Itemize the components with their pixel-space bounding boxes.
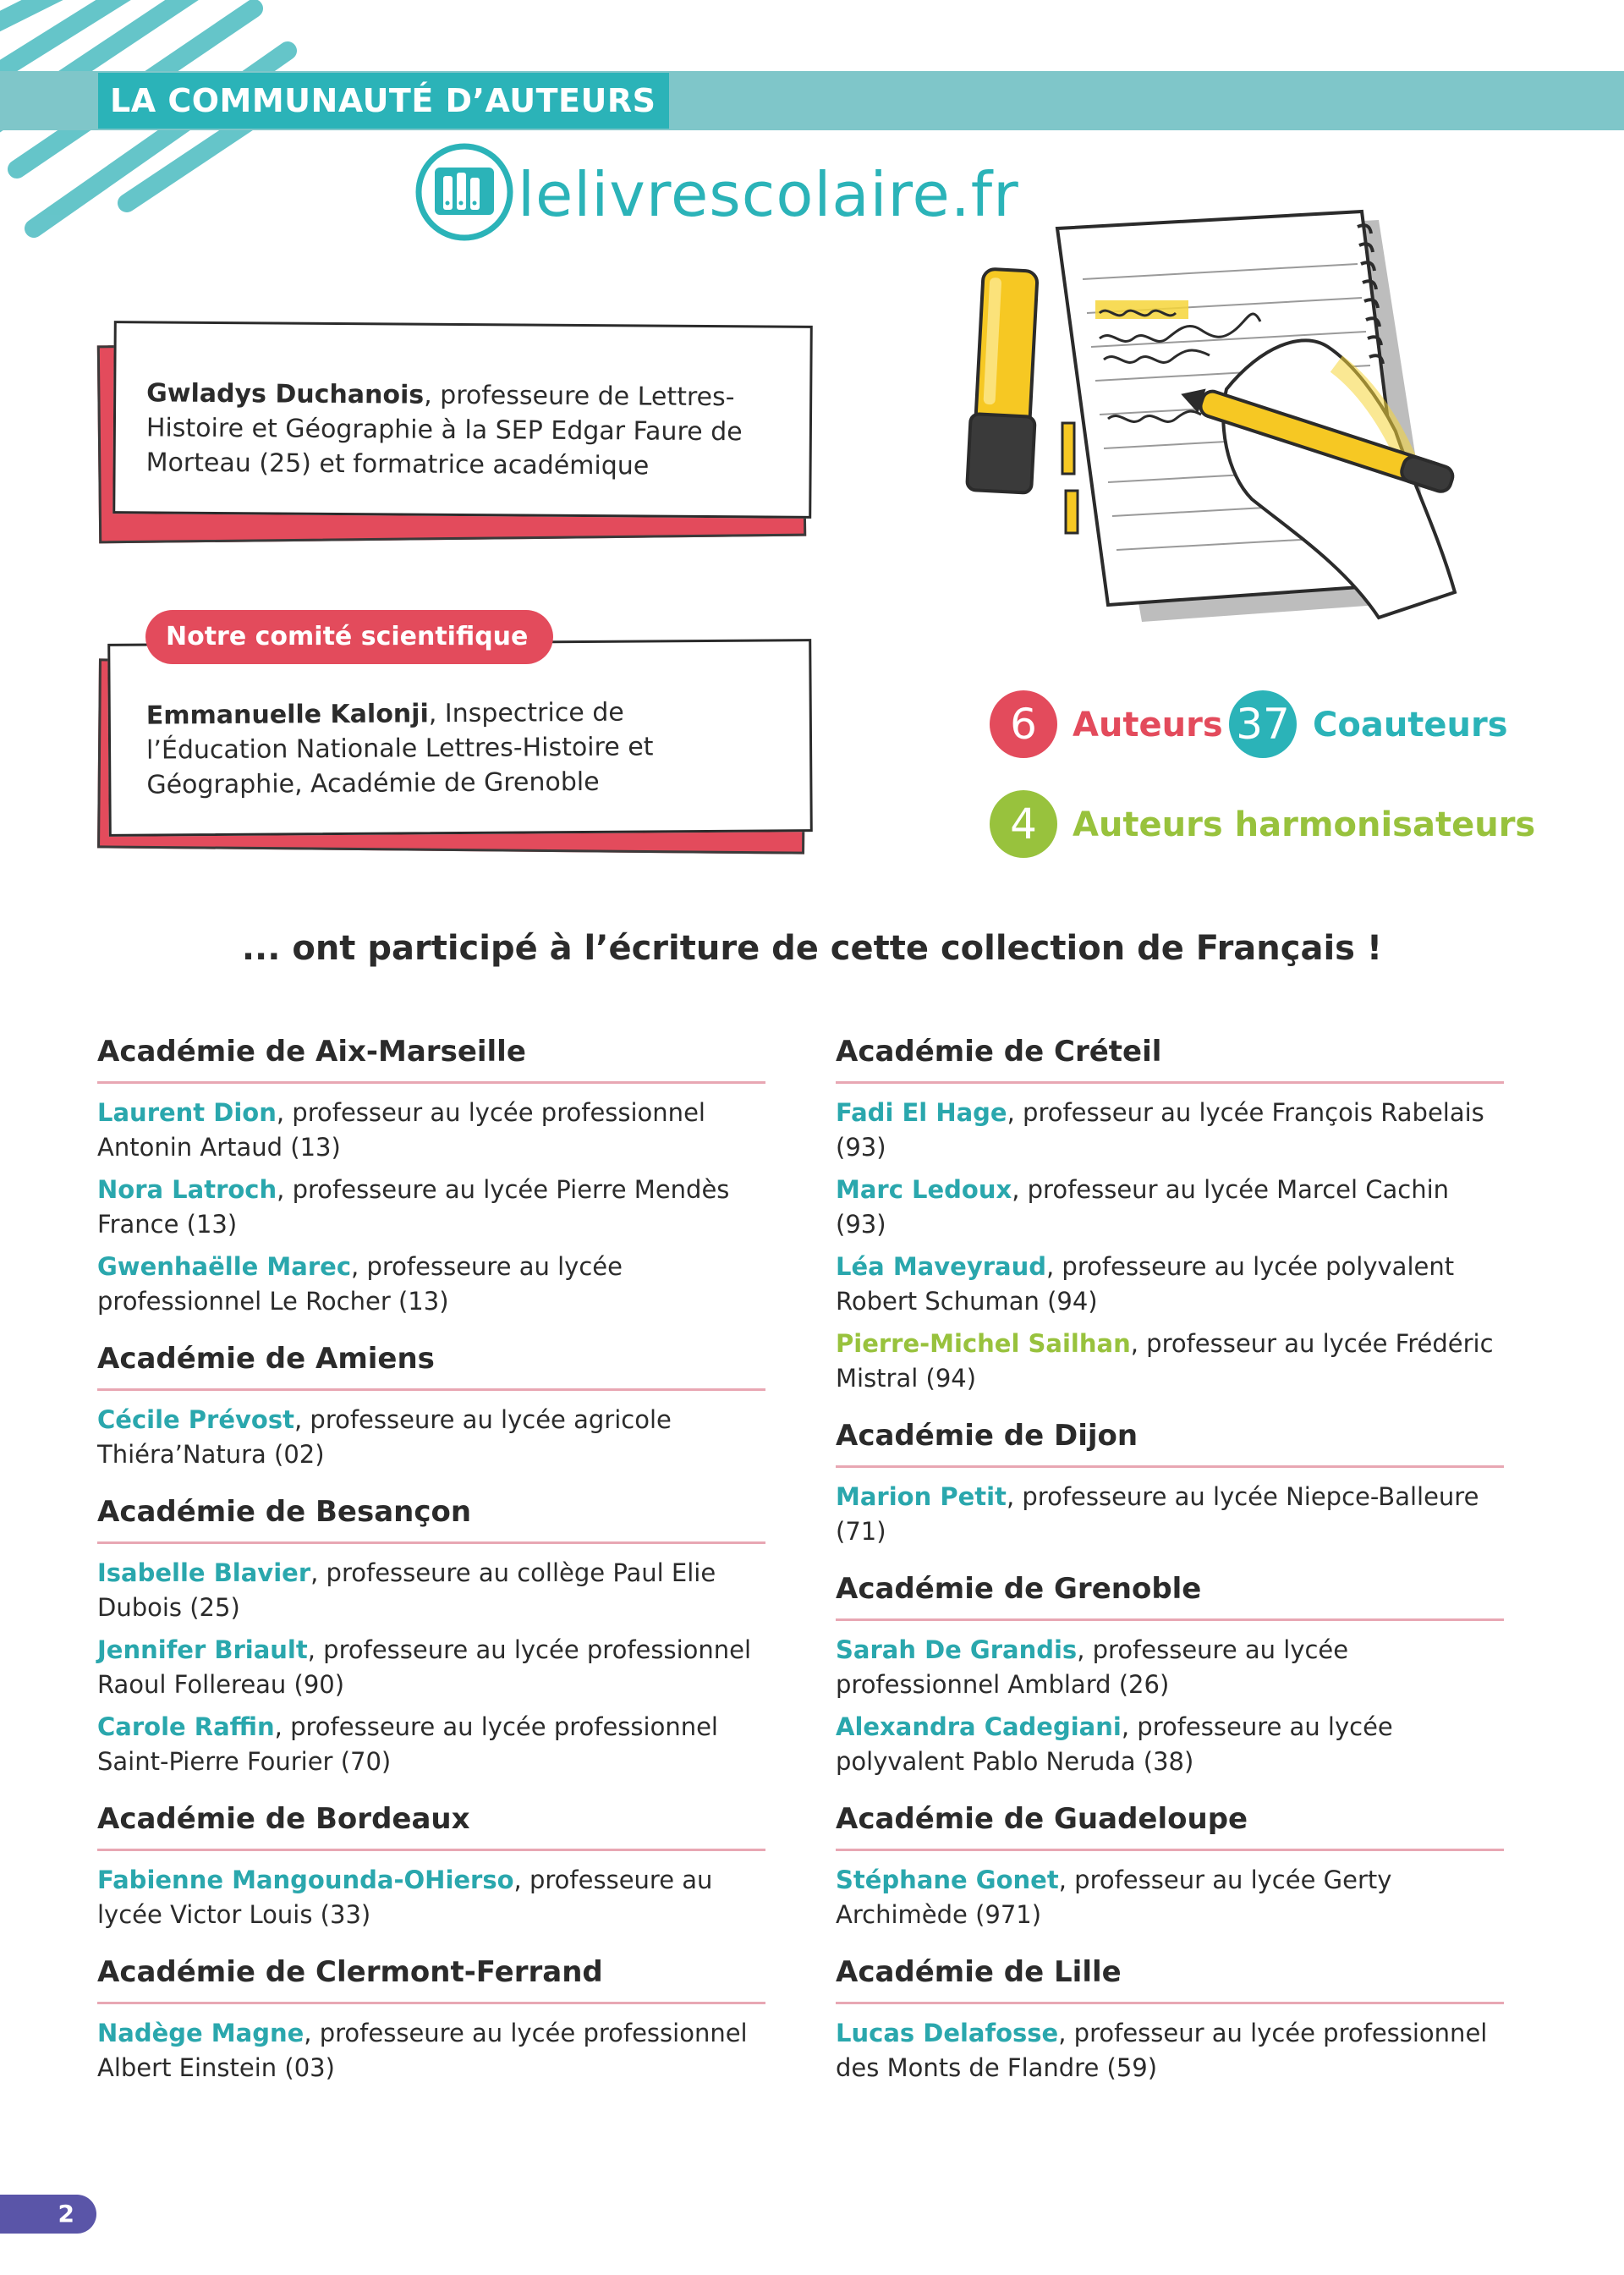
academie-title: Académie de Bordeaux xyxy=(97,1801,765,1851)
contributor-role: , professeure au lycée professionnel Le Rocher (13) xyxy=(97,1252,623,1316)
contributor-entry xyxy=(836,1173,1504,1242)
committee-name: Emmanuelle Kalonji xyxy=(145,699,429,731)
contributor-entry xyxy=(97,1633,765,1702)
contributor-role: , professeure au lycée professionnel Albert Einstein (03) xyxy=(97,2019,748,2082)
academie-section xyxy=(836,1034,1504,1396)
contributor-name: Jennifer Briault xyxy=(97,1635,308,1664)
committee-description: , Inspectrice de l’Éducation Nationale Lettres-Histoire et Géographie, Académie de Grenoble xyxy=(145,697,654,800)
academie-section xyxy=(836,1954,1504,2085)
contributor-role: , professeure au collège Paul Elie Dubois (25) xyxy=(97,1558,716,1622)
contributor-entry xyxy=(97,1250,765,1319)
committee-label: Notre comité scientifique xyxy=(145,610,553,664)
contributor-role: , professeur au lycée professionnel Antonin Artaud (13) xyxy=(97,1098,705,1162)
stat-authors-label: Auteurs xyxy=(1073,706,1223,745)
contributor-entry xyxy=(836,1327,1504,1396)
books-logo-icon xyxy=(414,142,514,242)
coordinator-name: Gwladys Duchanois xyxy=(146,378,425,410)
contributor-role: , professeure au lycée professionnel Raoul Follereau (90) xyxy=(97,1635,752,1699)
academie-title: Académie de Guadeloupe xyxy=(836,1801,1504,1851)
contributor-entry xyxy=(836,1633,1504,1702)
contributor-role: , professeur au lycée Frédéric Mistral (94) xyxy=(836,1329,1494,1393)
contributor-name: Stéphane Gonet xyxy=(836,1866,1059,1894)
contributor-entry xyxy=(836,1096,1504,1165)
contributor-entry xyxy=(97,1173,765,1242)
logo-wordmark: lelivrescolaire.fr xyxy=(518,159,1019,230)
contributor-name: Lucas Delafosse xyxy=(836,2019,1059,2047)
highlighter-illustration xyxy=(967,268,1043,493)
stat-harmonizers-number: 4 xyxy=(990,790,1057,858)
contributor-entry xyxy=(836,1480,1504,1549)
academie-title: Académie de Dijon xyxy=(836,1418,1504,1468)
contributor-name: Léa Maveyraud xyxy=(836,1252,1046,1281)
academie-section xyxy=(97,1341,765,1472)
academie-title: Académie de Amiens xyxy=(97,1341,765,1391)
contributor-role: , professeur au lycée Marcel Cachin (93) xyxy=(836,1175,1450,1239)
section-title: LA COMMUNAUTÉ D’AUTEURS xyxy=(98,73,669,129)
contributor-entry xyxy=(836,1250,1504,1319)
left-column xyxy=(97,1034,765,2107)
contributor-name: Gwenhaëlle Marec xyxy=(97,1252,352,1281)
contributor-role: , professeure au lycée agricole Thiéra’Natura (02) xyxy=(97,1405,672,1469)
contributor-entry xyxy=(836,2016,1504,2085)
contributor-entry xyxy=(97,2016,765,2085)
contributor-role: , professeure au lycée polyvalent Pablo Neruda (38) xyxy=(836,1712,1393,1776)
contributor-entry xyxy=(836,1710,1504,1779)
contributor-name: Nora Latroch xyxy=(97,1175,277,1204)
contributor-name: Carole Raffin xyxy=(97,1712,275,1741)
contributor-role: , professeur au lycée professionnel des Monts de Flandre (59) xyxy=(836,2019,1488,2082)
contributor-entry xyxy=(97,1403,765,1472)
academie-title: Académie de Besançon xyxy=(97,1494,765,1544)
contributor-name: Marion Petit xyxy=(836,1482,1007,1511)
contributor-name: Marc Ledoux xyxy=(836,1175,1012,1204)
academie-section xyxy=(836,1571,1504,1779)
stat-harmonizers-label: Auteurs harmonisateurs xyxy=(1073,805,1536,844)
coordinator-box xyxy=(112,321,813,519)
committee-text xyxy=(146,694,773,802)
contributor-entry xyxy=(97,1863,765,1932)
academie-title: Académie de Créteil xyxy=(836,1034,1504,1084)
coordinator-description: , professeure de Lettres-Histoire et Géographie à la SEP Edgar Faure de Morteau (25) et formatrice académique xyxy=(145,380,743,481)
contributor-role: , professeur au lycée Gerty Archimède (971) xyxy=(836,1866,1392,1929)
academie-section xyxy=(97,1801,765,1932)
contributor-role: , professeure au lycée Pierre Mendès France (13) xyxy=(97,1175,730,1239)
contributor-role: , professeure au lycée Niepce-Balleure (71) xyxy=(836,1482,1479,1546)
contributor-role: , professeure au lycée Victor Louis (33) xyxy=(97,1866,713,1929)
stat-coauthors-number: 37 xyxy=(1229,690,1297,758)
contributor-entry xyxy=(97,1096,765,1165)
contributor-name: Pierre-Michel Sailhan xyxy=(836,1329,1131,1358)
contributor-role: , professeure au lycée professionnel Amblard (26) xyxy=(836,1635,1349,1699)
coordinator-text xyxy=(145,376,772,484)
stat-coauthors-label: Coauteurs xyxy=(1313,706,1508,745)
academie-section xyxy=(836,1801,1504,1932)
contributor-entry xyxy=(97,1710,765,1779)
contributor-name: Cécile Prévost xyxy=(97,1405,294,1434)
contributor-name: Fadi El Hage xyxy=(836,1098,1007,1127)
academie-title: Académie de Grenoble xyxy=(836,1571,1504,1621)
contributor-entry xyxy=(97,1556,765,1625)
lead-sentence: ... ont participé à l’écriture de cette collection de Français ! xyxy=(241,929,1383,968)
notebook-hand-pen-illustration xyxy=(939,178,1480,651)
academie-title: Académie de Aix-Marseille xyxy=(97,1034,765,1084)
committee-box xyxy=(107,639,813,837)
contributor-name: Sarah De Grandis xyxy=(836,1635,1078,1664)
contributor-role: , professeure au lycée polyvalent Robert Schuman (94) xyxy=(836,1252,1455,1316)
contributor-name: Isabelle Blavier xyxy=(97,1558,311,1587)
contributor-name: Nadège Magne xyxy=(97,2019,304,2047)
page-number: 2 xyxy=(0,2195,96,2234)
academie-title: Académie de Clermont-Ferrand xyxy=(97,1954,765,2004)
stat-authors-number: 6 xyxy=(990,690,1057,758)
right-column xyxy=(836,1034,1504,2107)
academie-section xyxy=(97,1954,765,2085)
academie-section xyxy=(97,1494,765,1779)
contributor-role: , professeure au lycée professionnel Saint-Pierre Fourier (70) xyxy=(97,1712,718,1776)
academie-title: Académie de Lille xyxy=(836,1954,1504,2004)
contributor-name: Alexandra Cadegiani xyxy=(836,1712,1122,1741)
academie-section xyxy=(836,1418,1504,1549)
contributor-entry xyxy=(836,1863,1504,1932)
academie-section xyxy=(97,1034,765,1319)
contributor-name: Fabienne Mangounda-OHierso xyxy=(97,1866,514,1894)
contributor-name: Laurent Dion xyxy=(97,1098,277,1127)
contributor-role: , professeur au lycée François Rabelais (93) xyxy=(836,1098,1484,1162)
